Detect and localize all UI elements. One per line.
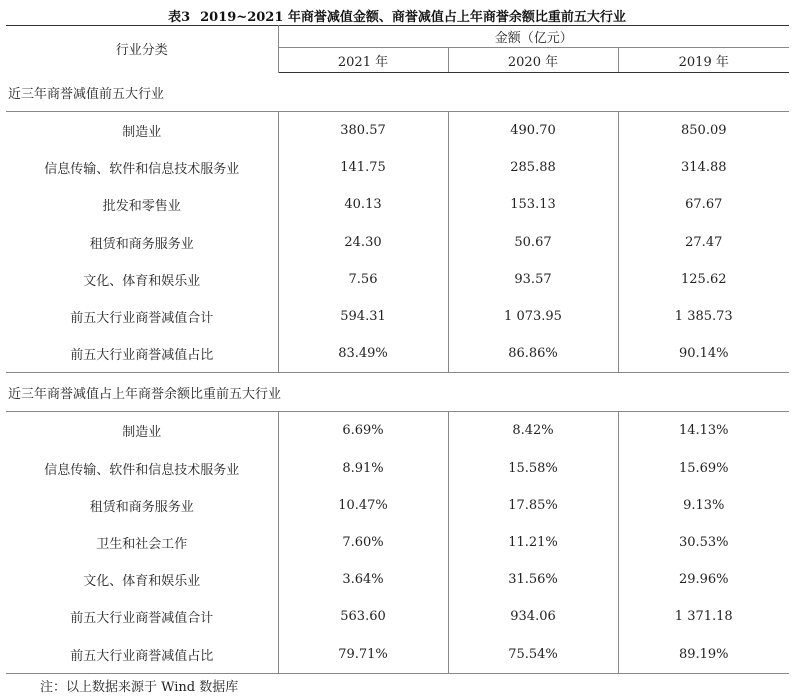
value-2020: 93.57 [448, 261, 618, 298]
value-2019: 89.19% [618, 635, 789, 673]
year-2021-header: 2021 年 [278, 48, 448, 73]
value-2019: 314.88 [681, 160, 727, 176]
industry-name: 前五大行业商誉减值占比 [6, 635, 278, 673]
section-title: 近三年商誉减值占上年商誉余额比重前五大行业 [6, 373, 789, 412]
industry-name: 租赁和商务服务业 [6, 224, 278, 261]
value-2020: 31.56% [448, 561, 618, 598]
value-2020: 50.67 [448, 224, 618, 261]
table-row [6, 298, 789, 335]
value-2021: 563.60 [278, 598, 448, 635]
value-2021: 10.47% [278, 487, 448, 524]
value-2020: 1 073.95 [448, 298, 618, 335]
table-row [6, 561, 789, 598]
value-2021: 7.60% [278, 524, 448, 561]
value-2021: 6.69% [278, 412, 448, 450]
industry-name: 文化、体育和娱乐业 [6, 561, 278, 598]
value-2021: 141.75 [278, 149, 448, 186]
table-row [6, 598, 789, 635]
value-2020: 75.54% [448, 635, 618, 673]
value-2021: 24.30 [278, 224, 448, 261]
year-2019-header: 2019 年 [618, 48, 789, 73]
industry-name: 卫生和社会工作 [6, 524, 278, 561]
table-row [6, 149, 789, 186]
value-2020: 490.70 [448, 112, 618, 150]
value-2021: 8.91% [278, 450, 448, 487]
value-2020: 11.21% [448, 524, 618, 561]
industry-name: 批发和零售业 [6, 186, 278, 223]
value-2021: 3.64% [278, 561, 448, 598]
table-row [6, 186, 789, 223]
value-2020: 86.86% [448, 335, 618, 373]
value-2019: 30.53% [678, 534, 729, 550]
category-header: 行业分类 [6, 25, 278, 73]
goodwill-impairment-table [6, 25, 789, 674]
value-2020: 285.88 [448, 149, 618, 186]
year-2020-header: 2020 年 [448, 48, 618, 73]
value-2019: 850.09 [681, 123, 727, 139]
table-row [6, 450, 789, 487]
value-2019: 9.13% [683, 497, 725, 513]
value-2020: 934.06 [448, 598, 618, 635]
value-2019: 1 371.18 [674, 609, 733, 625]
value-2019: 1 385.73 [674, 309, 733, 325]
value-2019: 29.96% [678, 572, 729, 588]
table-caption [0, 6, 794, 25]
value-2019: 125.62 [681, 271, 727, 287]
table-row [6, 335, 789, 373]
industry-name: 前五大行业商誉减值合计 [6, 598, 278, 635]
table-row [6, 112, 789, 150]
amount-header: 金额（亿元） [278, 25, 789, 48]
source-footnote: 注：以上数据来源于 Wind 数据库 [40, 680, 239, 695]
value-2020: 17.85% [448, 487, 618, 524]
value-2020: 153.13 [448, 186, 618, 223]
value-2021: 40.13 [278, 186, 448, 223]
section-title: 近三年商誉减值前五大行业 [6, 73, 789, 112]
value-2021: 380.57 [278, 112, 448, 150]
value-2021: 594.31 [278, 298, 448, 335]
table-row [6, 635, 789, 673]
industry-name: 信息传输、软件和信息技术服务业 [6, 450, 278, 487]
industry-name: 前五大行业商誉减值占比 [6, 335, 278, 373]
industry-name: 信息传输、软件和信息技术服务业 [6, 149, 278, 186]
table-number: 表3 [168, 10, 191, 25]
value-2020: 15.58% [448, 450, 618, 487]
industry-name: 文化、体育和娱乐业 [6, 261, 278, 298]
table-row [6, 412, 789, 450]
table-row [6, 487, 789, 524]
value-2019: 90.14% [618, 335, 789, 373]
value-2019: 27.47 [685, 234, 723, 250]
table-row [6, 224, 789, 261]
value-2019: 67.67 [685, 197, 723, 213]
table-row [6, 261, 789, 298]
value-2019: 15.69% [678, 460, 729, 476]
value-2020: 8.42% [448, 412, 618, 450]
industry-name: 租赁和商务服务业 [6, 487, 278, 524]
industry-name: 前五大行业商誉减值合计 [6, 298, 278, 335]
industry-name: 制造业 [6, 412, 278, 450]
value-2021: 7.56 [278, 261, 448, 298]
value-2019: 14.13% [678, 423, 729, 439]
table-row [6, 524, 789, 561]
value-2021: 79.71% [278, 635, 448, 673]
value-2021: 83.49% [278, 335, 448, 373]
industry-name: 制造业 [6, 112, 278, 150]
table-title: 2019~2021 年商誉减值金额、商誉减值占上年商誉余额比重前五大行业 [200, 10, 626, 25]
